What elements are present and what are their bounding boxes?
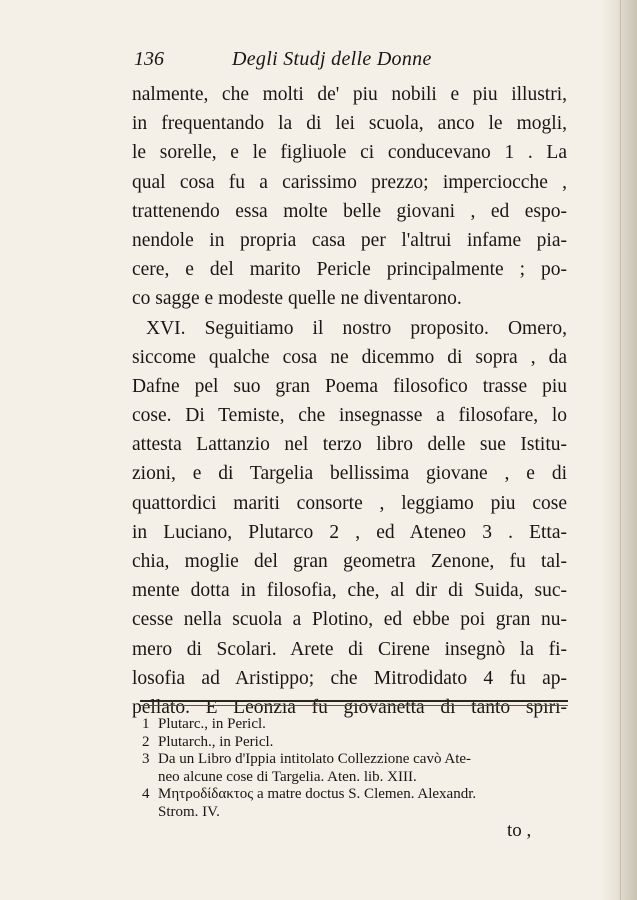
text-line: cesse nella scuola a Plotino, ed ebbe poi gran nu- <box>132 609 567 631</box>
catchword: to , <box>507 820 532 841</box>
footnote-continuation: Strom. IV. <box>158 803 220 820</box>
text-line: cose. Di Temiste, che insegnasse a filosofare, lo <box>132 405 567 427</box>
text-line: losofia ad Aristippo; che Mitrodidato 4 fu ap- <box>132 667 567 689</box>
text-line: pellato. E Leonzia fu giovanetta di tanto spiri- <box>132 696 567 718</box>
footnote <box>142 716 568 734</box>
footnote-number: 3 <box>142 751 150 767</box>
section-start-line: XVI. Seguitiamo il nostro proposito. Omero, <box>146 317 567 339</box>
footnote-number: 1 <box>142 716 150 732</box>
text-line: Dafne pel suo gran Poema filosofico trasse piu <box>132 375 567 397</box>
text-line: mero di Scolari. Arete di Cirene insegnò la fi- <box>132 638 567 660</box>
footnote-continuation: neo alcune cose di Targelia. Aten. lib. XIII. <box>158 768 417 785</box>
text-line: in frequentando la di lei scuola, anco le mogli, <box>132 113 567 135</box>
page-number: 136 <box>134 48 164 70</box>
footnote <box>142 734 568 752</box>
footnote-number: 2 <box>142 733 150 750</box>
text-line: trattenendo essa molte belle giovani , ed espo- <box>132 200 567 222</box>
footnote-text: Plutarc., in Pericl. <box>158 716 266 732</box>
footnote-text: Da un Libro d'Ippia intitolato Collezzione cavò Ate- <box>158 751 472 767</box>
footnote-text: Μητροδίδακτος a matre doctus S. Clemen. Alexandr. <box>158 786 477 802</box>
footnote <box>142 786 568 804</box>
body-text <box>132 80 567 722</box>
text-line: in Luciano, Plutarco 2 , ed Ateneo 3 . Etta- <box>132 521 567 543</box>
footnotes <box>142 716 568 821</box>
text-line: le sorelle, e le figliuole ci conducevano 1 . La <box>132 142 567 164</box>
text-line: quattordici mariti consorte , leggiamo piu cose <box>132 492 567 514</box>
footnote-number: 4 <box>142 786 150 802</box>
footnote-rule-thin <box>140 705 568 706</box>
text-line: cere, e del marito Pericle principalmente ; po- <box>132 259 567 281</box>
gutter-edge <box>620 0 621 900</box>
footnote-text: Plutarch., in Pericl. <box>158 733 274 750</box>
footnote <box>142 751 568 769</box>
text-line: siccome qualche cosa ne dicemmo di sopra , da <box>132 346 567 368</box>
text-line: qual cosa fu a carissimo prezzo; imperciocche , <box>132 171 567 193</box>
text-line: nalmente, che molti de' piu nobili e piu illustri, <box>132 84 567 105</box>
text-line: co sagge e modeste quelle ne diventarono. <box>132 288 462 310</box>
text-line: attesta Lattanzio nel terzo libro delle sue Istitu- <box>132 434 567 456</box>
text-line: mente dotta in filosofia, che, al dir di Suida, suc- <box>132 580 567 602</box>
text-line: zioni, e di Targelia bellissima giovane , e di <box>132 463 567 485</box>
text-line: nendole in propria casa per l'altrui infame pia- <box>132 229 567 251</box>
text-line: chia, moglie del gran geometra Zenone, fu tal- <box>132 551 567 572</box>
page-header <box>128 48 568 76</box>
footnote-rule <box>140 700 568 702</box>
page-gutter-shadow <box>601 0 637 900</box>
running-title: Degli Studj delle Donne <box>232 48 432 70</box>
